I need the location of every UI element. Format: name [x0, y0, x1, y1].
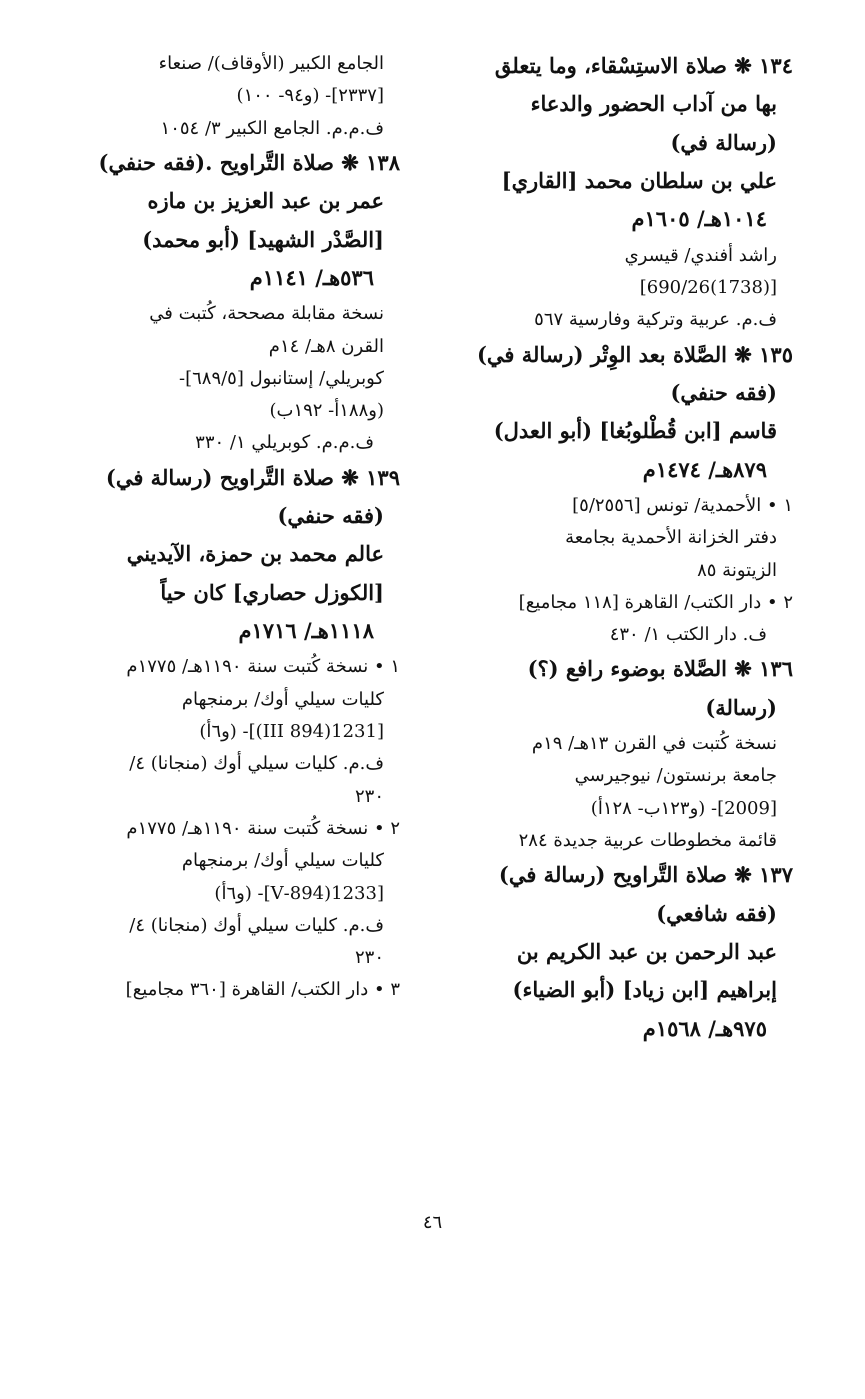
entry-text-line: ف.م. عربية وتركية وفارسية ٥٦٧	[534, 309, 777, 331]
entry-heading-line: [الكوزل حصاري] كان حياً	[160, 579, 384, 605]
entry-text-line: نسخة كُتبت في القرن ١٣هـ/ ١٩م	[531, 733, 777, 755]
entry-text-line: [(1738)690/26]	[639, 277, 777, 299]
entry-text-line: ٢٣٠	[354, 947, 384, 969]
entry-text-line: ٣ • دار الكتب/ القاهرة [٣٦٠ مجاميع]	[125, 979, 400, 1001]
entry-text-line: ف.م. كليات سيلي أوك (منجانا) ٤/	[129, 753, 384, 775]
entry-heading-line: ١٣٧ ❋ صلاة التَّراويح (رسالة في)	[498, 862, 793, 888]
entry-text-line: [2009]- (و١٢٣ب- ١٢٨أ)	[590, 797, 777, 819]
page-number: ٤٦	[422, 1212, 443, 1233]
entry-text-line: ٢ • دار الكتب/ القاهرة [١١٨ مجاميع]	[518, 591, 793, 613]
entry-text-line: راشد أفندي/ قيسري	[624, 244, 777, 266]
entry-text-line: ف. دار الكتب ١/ ٤٣٠	[609, 624, 767, 646]
entry-heading-line: ١٣٦ ❋ الصَّلاة بوضوء رافع (؟)	[527, 656, 793, 682]
entry-text-line: ف.م. كليات سيلي أوك (منجانا) ٤/	[129, 914, 384, 936]
entry-heading-line: علي بن سلطان محمد [القاري]	[501, 168, 777, 194]
left-column	[40, 52, 400, 1011]
entry-heading-line: (رسالة)	[705, 694, 777, 720]
entry-heading-line: ٩٧٥هـ/ ١٥٦٨م	[642, 1015, 767, 1041]
entry-heading-line: ٨٧٩هـ/ ١٤٧٤م	[642, 456, 767, 482]
entry-text-line: القرن ٨هـ/ ١٤م	[268, 335, 384, 357]
entry-text-line: جامعة برنستون/ نيوجيرسي	[574, 765, 777, 787]
entry-text-line: كوبريلي/ إستانبول [٦٨٩/٥]-	[179, 367, 384, 389]
entry-heading-line: (فقه حنفي)	[670, 379, 777, 405]
entry-heading-line: (رسالة في)	[670, 129, 777, 155]
entry-text-line: كليات سيلي أوك/ برمنجهام	[181, 850, 384, 872]
entry-text-line: ٢ • نسخة كُتبت سنة ١١٩٠هـ/ ١٧٧٥م	[126, 817, 400, 839]
entry-heading-line: ١٣٤ ❋ صلاة الاستِسْقاء، وما يتعلق	[494, 53, 793, 78]
entry-text-line: الزيتونة ٨٥	[697, 559, 777, 581]
entry-text-line: ف.م.م. كوبريلي ١/ ٣٣٠	[195, 432, 374, 454]
entry-text-line: [٢٣٣٧]- (و٩٤- ١٠٠)	[236, 85, 384, 107]
entry-text-line: ف.م.م. الجامع الكبير ٣/ ١٠٥٤	[160, 117, 384, 139]
entry-heading-line: (فقه حنفي)	[277, 503, 384, 529]
entry-text-line: ١ • نسخة كُتبت سنة ١١٩٠هـ/ ١٧٧٥م	[126, 656, 400, 678]
entry-text-line: [1231(894 III)]- (و٦أ)	[199, 721, 384, 743]
entry-heading-line: قاسم [ابن قُطْلوبُغا] (أبو العدل)	[493, 418, 777, 444]
entry-text-line: نسخة مقابلة مصححة، كُتبت في	[149, 303, 384, 325]
entry-heading-line: ١٣٩ ❋ صلاة التَّراويح (رسالة في)	[105, 464, 400, 490]
entry-heading-line: إبراهيم [ابن زياد] (أبو الضياء)	[512, 977, 777, 1003]
entry-text-line: ١ • الأحمدية/ تونس [٥/٢٥٥٦]	[572, 494, 793, 516]
entry-text-line: [1233(894-V]- (و٦أ)	[214, 882, 384, 904]
entry-text-line: كليات سيلي أوك/ برمنجهام	[181, 688, 384, 710]
entry-text-line: قائمة مخطوطات عربية جديدة ٢٨٤	[518, 830, 777, 852]
entry-heading-line: ٥٣٦هـ/ ١١٤١م	[249, 264, 374, 290]
entry-text-line: الجامع الكبير (الأوقاف)/ صنعاء	[158, 53, 384, 74]
entry-heading-line: [الصَّدْر الشهيد] (أبو محمد)	[142, 226, 384, 252]
right-column	[448, 52, 793, 1053]
entry-text-line: (و١٨٨أ- ١٩٢ب)	[269, 400, 384, 422]
entry-heading-line: (فقه شافعي)	[656, 900, 777, 926]
entry-heading-line: ١١١٨هـ/ ١٧١٦م	[238, 618, 374, 644]
entry-heading-line: ١٠١٤هـ/ ١٦٠٥م	[631, 206, 767, 232]
entry-text-line: ٢٣٠	[354, 785, 384, 807]
entry-heading-line: ١٣٨ ❋ صلاة التَّراويح .(فقه حنفي)	[98, 149, 400, 175]
entry-heading-line: بها من آداب الحضور والدعاء	[530, 91, 777, 117]
entry-heading-line: عالم محمد بن حمزة، الآيديني	[126, 541, 384, 567]
entry-heading-line: ١٣٥ ❋ الصَّلاة بعد الوِتْر (رسالة في)	[476, 341, 793, 367]
entry-text-line: دفتر الخزانة الأحمدية بجامعة	[565, 527, 777, 549]
entry-heading-line: عمر بن عبد العزيز بن مازه	[147, 188, 384, 214]
entry-heading-line: عبد الرحمن بن عبد الكريم بن	[516, 939, 777, 965]
